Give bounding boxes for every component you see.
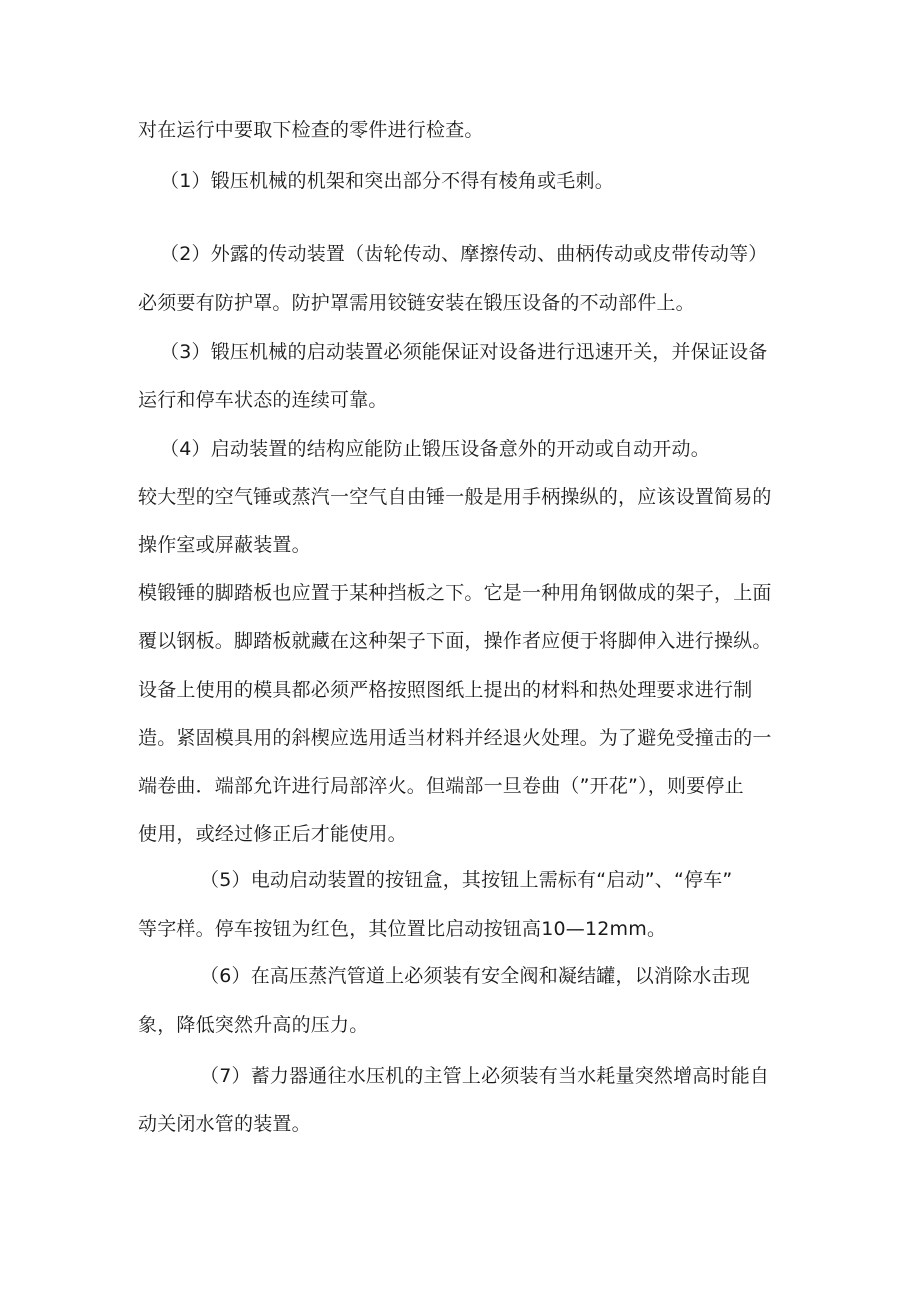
item-6-line: （6）在高压蒸汽管道上必须装有安全阀和凝结罐，以消除水击现 (200, 965, 750, 987)
paragraph-line: 较大型的空气锤或蒸汽一空气自由锤一般是用手柄操纵的，应该设置简易的 (138, 486, 772, 508)
paragraph-line: 覆以钢板。脚踏板就藏在这种架子下面，操作者应便于将脚伸入进行操纵。 (138, 630, 772, 652)
item-6-continuation: 象，降低突然升高的压力。 (138, 1014, 369, 1036)
item-3-continuation: 运行和停车状态的连续可靠。 (138, 389, 388, 411)
paragraph-line: 对在运行中要取下检查的零件进行检查。 (138, 119, 484, 141)
item-2-continuation: 必须要有防护罩。防护罩需用铰链安装在锻压设备的不动部件上。 (138, 292, 695, 314)
item-5-continuation: 等字样。停车按钮为红色，其位置比启动按钮高10—12mm。 (138, 918, 667, 940)
paragraph-line: 设备上使用的模具都必须严格按照图纸上提出的材料和热处理要求进行制 (138, 679, 753, 701)
item-2-line: （2）外露的传动装置（齿轮传动、摩擦传动、曲柄传动或皮带传动等） (160, 243, 768, 265)
item-3-line: （3）锻压机械的启动装置必须能保证对设备进行迅速开关，并保证设备 (160, 341, 768, 363)
paragraph-line: 端卷曲．端部允许进行局部淬火。但端部一旦卷曲（”开花”），则要停止 (138, 775, 744, 797)
paragraph-line: 使用，或经过修正后才能使用。 (138, 823, 407, 845)
item-1-line: （1）锻压机械的机架和突出部分不得有棱角或毛刺。 (160, 170, 614, 192)
paragraph-line: 模锻锤的脚踏板也应置于某种挡板之下。它是一种用角钢做成的架子，上面 (138, 582, 772, 604)
item-5-line: （5）电动启动装置的按钮盒，其按钮上需标有“启动”、“停车” (200, 869, 733, 891)
item-7-continuation: 动关闭水管的装置。 (138, 1113, 311, 1135)
paragraph-line: 造。紧固模具用的斜楔应选用适当材料并经退火处理。为了避免受撞击的一 (138, 727, 772, 749)
item-7-line: （7）蓄力器通往水压机的主管上必须装有当水耗量突然增高时能自 (200, 1065, 770, 1087)
paragraph-line: 操作室或屏蔽装置。 (138, 534, 311, 556)
item-4-line: （4）启动装置的结构应能防止锻压设备意外的开动或自动开动。 (160, 438, 710, 460)
